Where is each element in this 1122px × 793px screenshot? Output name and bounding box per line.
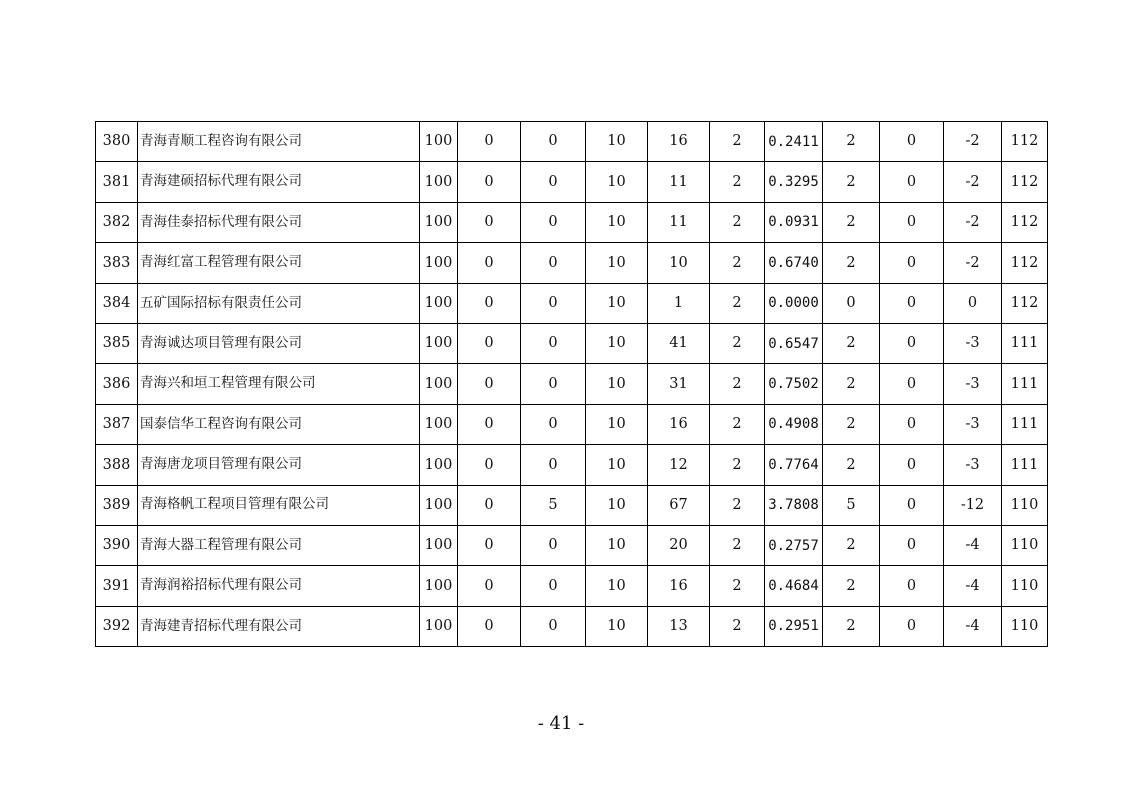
col-7-cell: 0.4908 (765, 404, 823, 444)
company-name-cell: 青海建青招标代理有限公司 (138, 606, 420, 646)
col-1-cell: 100 (420, 445, 458, 485)
col-6-cell: 2 (710, 122, 765, 162)
col-4-cell: 10 (586, 485, 648, 525)
col-3-cell: 0 (521, 323, 586, 363)
col-10-cell: -3 (944, 404, 1002, 444)
company-name-cell: 青海大器工程管理有限公司 (138, 525, 420, 565)
col-8-cell: 2 (823, 525, 880, 565)
col-1-cell: 100 (420, 283, 458, 323)
row-number-cell: 381 (96, 162, 138, 202)
company-name-cell: 青海红富工程管理有限公司 (138, 243, 420, 283)
row-number-cell: 391 (96, 566, 138, 606)
col-7-cell: 0.4684 (765, 566, 823, 606)
col-6-cell: 2 (710, 445, 765, 485)
company-name-cell: 青海佳泰招标代理有限公司 (138, 202, 420, 242)
table-row (96, 202, 1048, 242)
col-1-cell: 100 (420, 323, 458, 363)
col-3-cell: 0 (521, 364, 586, 404)
col-1-cell: 100 (420, 606, 458, 646)
col-11-cell: 110 (1002, 525, 1048, 565)
col-2-cell: 0 (458, 283, 521, 323)
col-10-cell: -2 (944, 202, 1002, 242)
col-2-cell: 0 (458, 606, 521, 646)
col-7-cell: 0.0931 (765, 202, 823, 242)
table-row (96, 364, 1048, 404)
col-9-cell: 0 (880, 485, 944, 525)
company-name-cell: 青海格帆工程项目管理有限公司 (138, 485, 420, 525)
col-9-cell: 0 (880, 162, 944, 202)
col-4-cell: 10 (586, 404, 648, 444)
col-9-cell: 0 (880, 323, 944, 363)
col-9-cell: 0 (880, 606, 944, 646)
col-4-cell: 10 (586, 323, 648, 363)
col-3-cell: 0 (521, 525, 586, 565)
table-row (96, 606, 1048, 646)
col-8-cell: 0 (823, 283, 880, 323)
col-1-cell: 100 (420, 202, 458, 242)
col-1-cell: 100 (420, 243, 458, 283)
col-8-cell: 2 (823, 323, 880, 363)
company-name-cell: 青海青顺工程咨询有限公司 (138, 122, 420, 162)
col-6-cell: 2 (710, 566, 765, 606)
row-number-cell: 384 (96, 283, 138, 323)
col-8-cell: 2 (823, 162, 880, 202)
company-name-cell: 青海润裕招标代理有限公司 (138, 566, 420, 606)
col-11-cell: 110 (1002, 606, 1048, 646)
col-9-cell: 0 (880, 364, 944, 404)
col-6-cell: 2 (710, 606, 765, 646)
row-number-cell: 389 (96, 485, 138, 525)
col-2-cell: 0 (458, 445, 521, 485)
col-4-cell: 10 (586, 162, 648, 202)
col-3-cell: 0 (521, 445, 586, 485)
col-6-cell: 2 (710, 364, 765, 404)
col-1-cell: 100 (420, 404, 458, 444)
score-table (95, 121, 1048, 647)
col-7-cell: 0.0000 (765, 283, 823, 323)
col-3-cell: 0 (521, 243, 586, 283)
col-7-cell: 0.2411 (765, 122, 823, 162)
col-5-cell: 11 (648, 162, 710, 202)
col-2-cell: 0 (458, 243, 521, 283)
col-2-cell: 0 (458, 323, 521, 363)
row-number-cell: 385 (96, 323, 138, 363)
col-8-cell: 2 (823, 243, 880, 283)
col-8-cell: 2 (823, 606, 880, 646)
col-10-cell: -3 (944, 445, 1002, 485)
col-5-cell: 11 (648, 202, 710, 242)
col-9-cell: 0 (880, 122, 944, 162)
table-row (96, 283, 1048, 323)
col-7-cell: 3.7808 (765, 485, 823, 525)
col-7-cell: 0.7764 (765, 445, 823, 485)
col-11-cell: 112 (1002, 162, 1048, 202)
col-9-cell: 0 (880, 445, 944, 485)
col-5-cell: 10 (648, 243, 710, 283)
col-6-cell: 2 (710, 243, 765, 283)
company-name-cell: 青海建硕招标代理有限公司 (138, 162, 420, 202)
col-10-cell: -2 (944, 162, 1002, 202)
col-2-cell: 0 (458, 404, 521, 444)
col-4-cell: 10 (586, 122, 648, 162)
company-name-cell: 青海兴和垣工程管理有限公司 (138, 364, 420, 404)
col-10-cell: 0 (944, 283, 1002, 323)
col-4-cell: 10 (586, 445, 648, 485)
col-10-cell: -4 (944, 566, 1002, 606)
col-11-cell: 112 (1002, 122, 1048, 162)
col-10-cell: -3 (944, 323, 1002, 363)
col-3-cell: 5 (521, 485, 586, 525)
col-7-cell: 0.3295 (765, 162, 823, 202)
col-3-cell: 0 (521, 202, 586, 242)
table-row (96, 404, 1048, 444)
col-6-cell: 2 (710, 162, 765, 202)
col-9-cell: 0 (880, 202, 944, 242)
col-2-cell: 0 (458, 162, 521, 202)
col-6-cell: 2 (710, 485, 765, 525)
table-row (96, 566, 1048, 606)
col-5-cell: 12 (648, 445, 710, 485)
col-3-cell: 0 (521, 606, 586, 646)
col-5-cell: 31 (648, 364, 710, 404)
col-2-cell: 0 (458, 364, 521, 404)
col-5-cell: 16 (648, 404, 710, 444)
col-5-cell: 67 (648, 485, 710, 525)
col-4-cell: 10 (586, 566, 648, 606)
col-9-cell: 0 (880, 243, 944, 283)
table-row (96, 243, 1048, 283)
col-5-cell: 16 (648, 566, 710, 606)
col-5-cell: 1 (648, 283, 710, 323)
col-10-cell: -12 (944, 485, 1002, 525)
col-8-cell: 5 (823, 485, 880, 525)
col-1-cell: 100 (420, 162, 458, 202)
col-9-cell: 0 (880, 404, 944, 444)
col-11-cell: 112 (1002, 202, 1048, 242)
col-1-cell: 100 (420, 364, 458, 404)
col-8-cell: 2 (823, 202, 880, 242)
col-10-cell: -2 (944, 243, 1002, 283)
col-1-cell: 100 (420, 485, 458, 525)
col-4-cell: 10 (586, 202, 648, 242)
col-3-cell: 0 (521, 404, 586, 444)
row-number-cell: 392 (96, 606, 138, 646)
table-row (96, 323, 1048, 363)
row-number-cell: 383 (96, 243, 138, 283)
col-6-cell: 2 (710, 525, 765, 565)
col-2-cell: 0 (458, 485, 521, 525)
table-row (96, 122, 1048, 162)
table-row (96, 485, 1048, 525)
table-row (96, 445, 1048, 485)
col-4-cell: 10 (586, 606, 648, 646)
col-3-cell: 0 (521, 283, 586, 323)
col-2-cell: 0 (458, 525, 521, 565)
col-7-cell: 0.6740 (765, 243, 823, 283)
col-9-cell: 0 (880, 525, 944, 565)
page-number: - 41 - (537, 713, 585, 734)
col-6-cell: 2 (710, 323, 765, 363)
row-number-cell: 382 (96, 202, 138, 242)
col-1-cell: 100 (420, 525, 458, 565)
row-number-cell: 390 (96, 525, 138, 565)
company-name-cell: 五矿国际招标有限责任公司 (138, 283, 420, 323)
col-8-cell: 2 (823, 566, 880, 606)
col-11-cell: 111 (1002, 445, 1048, 485)
col-6-cell: 2 (710, 202, 765, 242)
col-8-cell: 2 (823, 445, 880, 485)
row-number-cell: 386 (96, 364, 138, 404)
col-7-cell: 0.6547 (765, 323, 823, 363)
col-6-cell: 2 (710, 283, 765, 323)
col-11-cell: 110 (1002, 485, 1048, 525)
col-7-cell: 0.2757 (765, 525, 823, 565)
col-4-cell: 10 (586, 243, 648, 283)
col-5-cell: 20 (648, 525, 710, 565)
col-11-cell: 111 (1002, 404, 1048, 444)
company-name-cell: 青海诚达项目管理有限公司 (138, 323, 420, 363)
col-5-cell: 16 (648, 122, 710, 162)
row-number-cell: 387 (96, 404, 138, 444)
col-6-cell: 2 (710, 404, 765, 444)
row-number-cell: 388 (96, 445, 138, 485)
company-name-cell: 国泰信华工程咨询有限公司 (138, 404, 420, 444)
col-7-cell: 0.7502 (765, 364, 823, 404)
col-7-cell: 0.2951 (765, 606, 823, 646)
col-4-cell: 10 (586, 364, 648, 404)
col-10-cell: -4 (944, 606, 1002, 646)
col-11-cell: 112 (1002, 243, 1048, 283)
col-10-cell: -4 (944, 525, 1002, 565)
col-3-cell: 0 (521, 122, 586, 162)
col-1-cell: 100 (420, 122, 458, 162)
col-4-cell: 10 (586, 525, 648, 565)
col-8-cell: 2 (823, 122, 880, 162)
col-8-cell: 2 (823, 364, 880, 404)
col-11-cell: 111 (1002, 323, 1048, 363)
table-row (96, 525, 1048, 565)
col-9-cell: 0 (880, 283, 944, 323)
col-11-cell: 112 (1002, 283, 1048, 323)
col-10-cell: -3 (944, 364, 1002, 404)
row-number-cell: 380 (96, 122, 138, 162)
col-11-cell: 110 (1002, 566, 1048, 606)
col-2-cell: 0 (458, 566, 521, 606)
col-10-cell: -2 (944, 122, 1002, 162)
col-2-cell: 0 (458, 202, 521, 242)
col-11-cell: 111 (1002, 364, 1048, 404)
col-4-cell: 10 (586, 283, 648, 323)
table-row (96, 162, 1048, 202)
col-1-cell: 100 (420, 566, 458, 606)
col-5-cell: 13 (648, 606, 710, 646)
table-body (96, 122, 1048, 647)
company-name-cell: 青海唐龙项目管理有限公司 (138, 445, 420, 485)
col-2-cell: 0 (458, 122, 521, 162)
col-5-cell: 41 (648, 323, 710, 363)
col-3-cell: 0 (521, 566, 586, 606)
col-9-cell: 0 (880, 566, 944, 606)
col-3-cell: 0 (521, 162, 586, 202)
col-8-cell: 2 (823, 404, 880, 444)
